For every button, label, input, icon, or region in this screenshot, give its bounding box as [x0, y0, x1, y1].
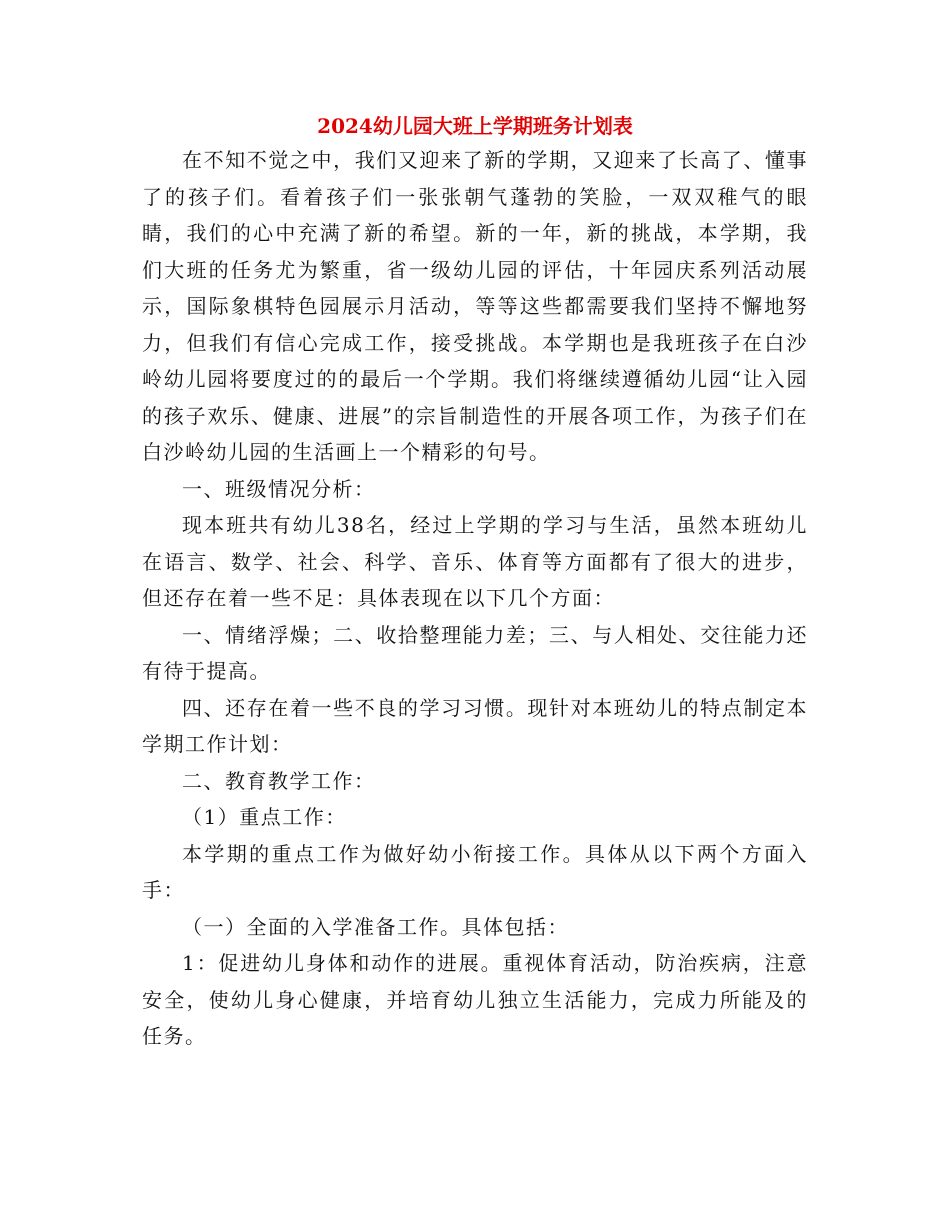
heading-class-analysis: 一、班级情况分析：: [182, 476, 376, 501]
heading-school-prep: （一）全面的入学准备工作。具体包括：: [182, 914, 569, 939]
paragraph-item-1: 1：促进幼儿身体和动作的进展。重视体育活动，防治疾病，注意安全，使幼儿身心健康，并培育幼儿独立生活能力，完成力所能及的任务。: [142, 951, 808, 1048]
document-title: 2024幼儿园大班上学期班务计划表: [317, 114, 633, 138]
paragraph-shortcomings: 一、情绪浮燥；二、收拾整理能力差；三、与人相处、交往能力还有待于提高。: [142, 622, 808, 683]
paragraph-habits: 四、还存在着一些不良的学习习惯。现针对本班幼儿的特点制定本学期工作计划：: [142, 695, 808, 756]
paragraph-class-status: 现本班共有幼儿38名，经过上学期的学习与生活，虽然本班幼儿在语言、数学、社会、科学、音乐、体育等方面都有了很大的进步，但还存在着一些不足：具体表现在以下几个方面：: [142, 513, 808, 610]
document-page: [142, 110, 808, 1055]
paragraph-intro: 在不知不觉之中，我们又迎来了新的学期，又迎来了长高了、懂事了的孩子们。看着孩子们一张张朝气蓬勃的笑脸，一双双稚气的眼睛，我们的心中充满了新的希望。新的一年，新的挑战，本学期，我们大班的任务尤为繁重，省一级幼儿园的评估，十年园庆系列活动展示，国际象棋特色园展示月活动，等等这些都需要我们坚持不懈地努力，但我们有信心完成工作，接受挑战。本学期也是我班孩子在白沙岭幼儿园将要度过的的最后一个学期。我们将继续遵循幼儿园“让入园的孩子欢乐、健康、进展”的宗旨制造性的开展各项工作，为孩子们在白沙岭幼儿园的生活画上一个精彩的句号。: [142, 148, 808, 464]
heading-key-work: （1）重点工作：: [182, 805, 347, 829]
paragraph-key-work: 本学期的重点工作为做好幼小衔接工作。具体从以下两个方面入手：: [142, 841, 808, 902]
heading-teaching-work: 二、教育教学工作：: [182, 768, 376, 793]
